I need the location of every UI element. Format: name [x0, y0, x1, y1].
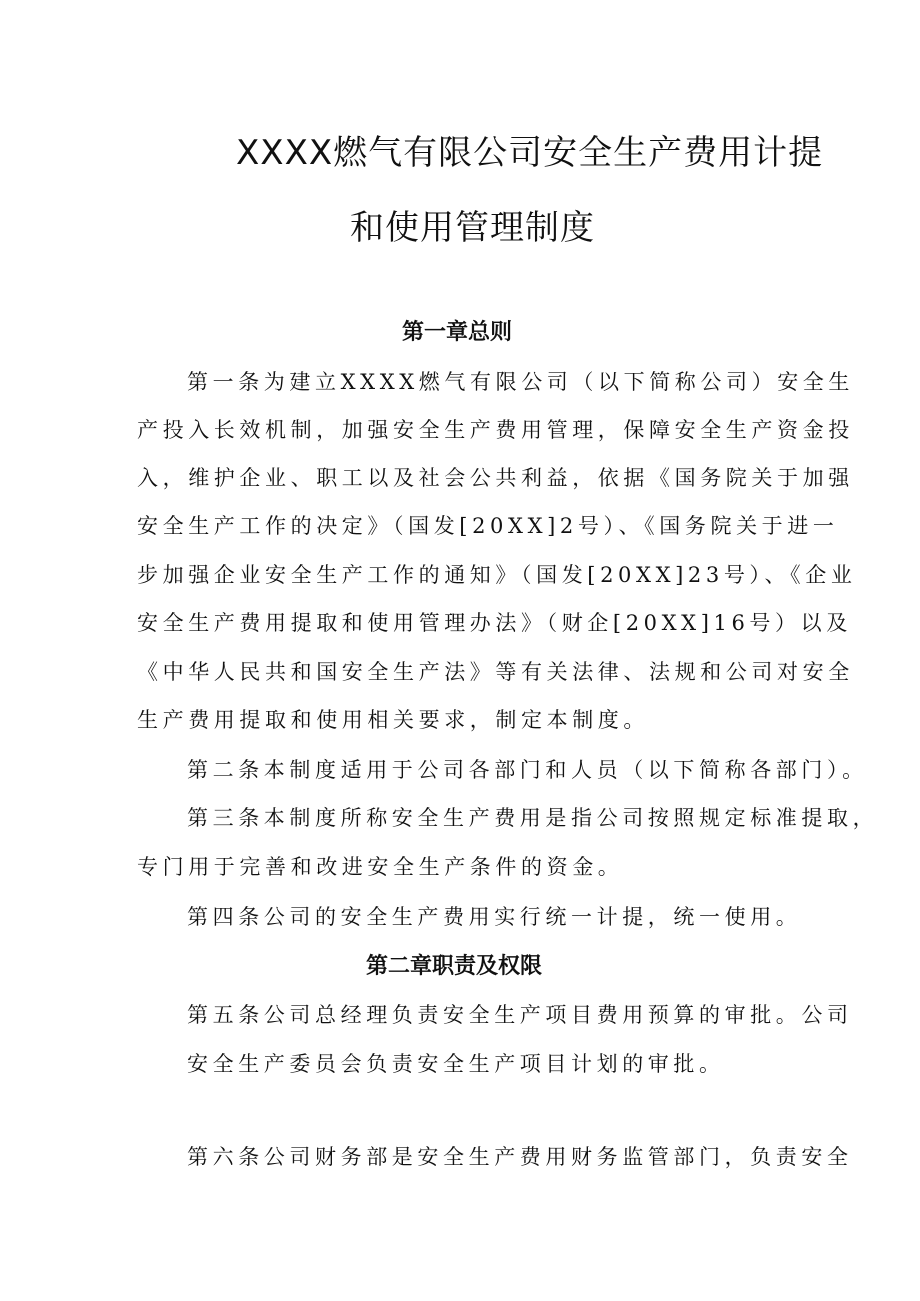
paragraph-line: 第三条本制度所称安全生产费用是指公司按照规定标准提取， — [187, 806, 879, 830]
paragraph-line: 《中华人民共和国安全生产法》等有关法律、法规和公司对安全 — [137, 660, 854, 684]
document-title-line-1: XXXX燃气有限公司安全生产费用计提 — [236, 133, 824, 173]
paragraph-line: 第五条公司总经理负责安全生产项目费用预算的审批。公司 — [187, 1003, 853, 1027]
paragraph-line: 第六条公司财务部是安全生产费用财务监管部门，负责安全 — [187, 1145, 853, 1169]
paragraph-line: 专门用于完善和改进安全生产条件的资金。 — [137, 855, 624, 879]
paragraph-line: 安全生产费用提取和使用管理办法》（财企[20XX]16号）以及 — [137, 611, 852, 635]
chapter-1-heading: 第一章总则 — [402, 320, 513, 345]
chapter-2-heading: 第二章职责及权限 — [366, 954, 543, 979]
paragraph-line: 第四条公司的安全生产费用实行统一计提，统一使用。 — [187, 905, 802, 929]
document-title-line-2: 和使用管理制度 — [350, 208, 595, 248]
paragraph-line: 入，维护企业、职工以及社会公共利益，依据《国务院关于加强 — [137, 466, 854, 490]
paragraph-line: 安全生产委员会负责安全生产项目计划的审批。 — [187, 1052, 725, 1076]
paragraph-line: 步加强企业安全生产工作的通知》（国发[20XX]23号）、《企业 — [137, 563, 857, 587]
paragraph-line: 生产费用提取和使用相关要求，制定本制度。 — [137, 708, 649, 732]
paragraph-line: 产投入长效机制，加强安全生产费用管理，保障安全生产资金投 — [137, 418, 854, 442]
paragraph-line: 安全生产工作的决定》（国发[20XX]2号）、《国务院关于进一 — [137, 514, 839, 538]
paragraph-line: 第一条为建立XXXX燃气有限公司（以下简称公司）安全生 — [187, 370, 854, 394]
paragraph-line: 第二条本制度适用于公司各部门和人员（以下简称各部门）。 — [187, 758, 868, 782]
